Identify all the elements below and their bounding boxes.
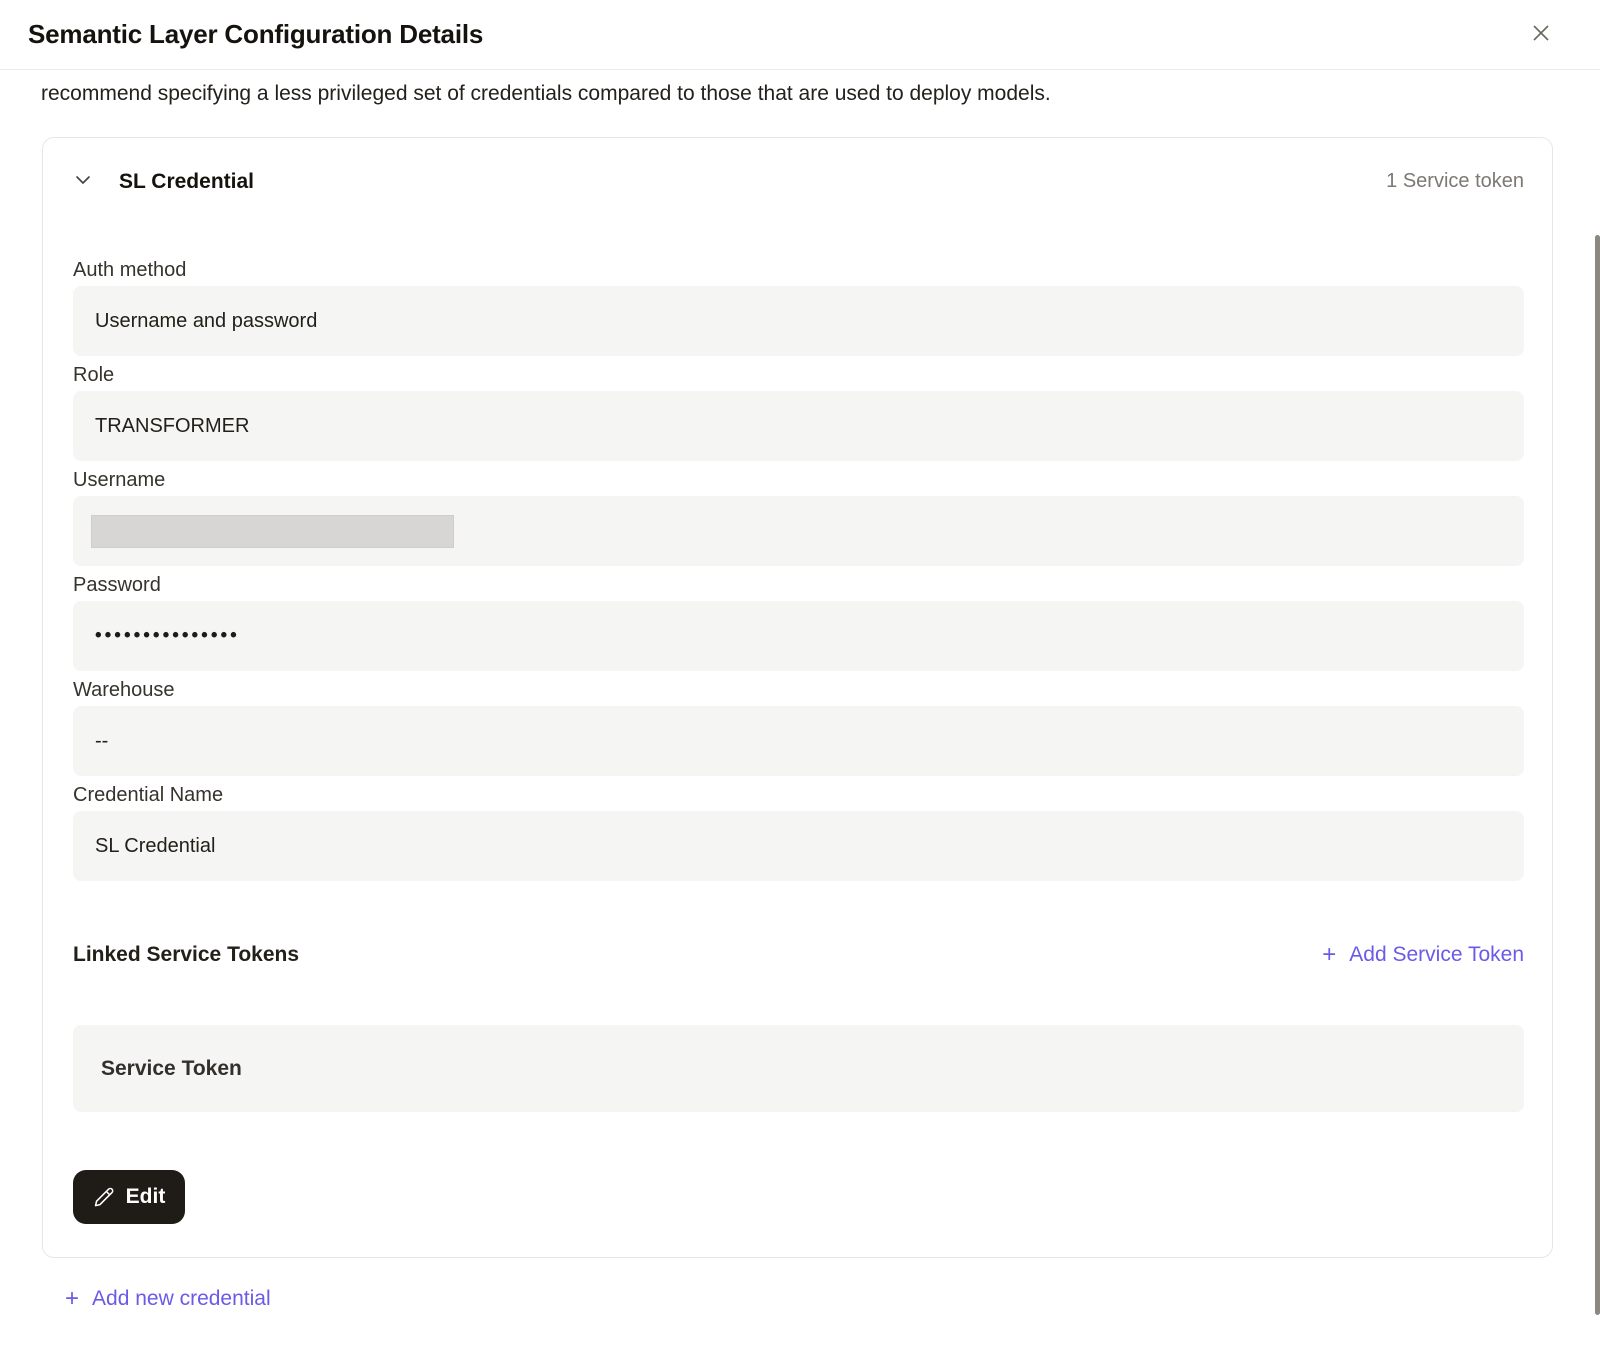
- username-value: [73, 496, 1524, 566]
- field-label: Role: [73, 364, 115, 386]
- role-value: TRANSFORMER: [73, 391, 1524, 461]
- credential-name-field: [73, 785, 1524, 881]
- collapse-toggle[interactable]: [73, 172, 93, 192]
- linked-tokens-header: [73, 943, 1524, 967]
- chevron-down-icon: [73, 170, 93, 193]
- close-icon: [1526, 18, 1556, 51]
- plus-icon: +: [1322, 941, 1337, 968]
- redacted-username-bar: [91, 515, 454, 548]
- dialog-header: [0, 0, 1600, 70]
- add-new-credential-label: Add new credential: [92, 1287, 271, 1310]
- username-field: [73, 470, 1524, 566]
- password-value: •••••••••••••••: [73, 601, 1524, 671]
- warehouse-field: [73, 680, 1524, 776]
- add-service-token-label: Add Service Token: [1349, 943, 1524, 966]
- dialog-title: Semantic Layer Configuration Details: [28, 19, 484, 49]
- add-new-credential-button[interactable]: [65, 1287, 271, 1311]
- auth-method-field: [73, 260, 1524, 356]
- credential-card: [42, 137, 1553, 1258]
- credential-name-value: SL Credential: [73, 811, 1524, 881]
- vertical-scrollbar-thumb[interactable]: [1595, 235, 1600, 1315]
- intro-text: recommend specifying a less privileged set of credentials compared to those that are used to deploy models.: [41, 82, 1051, 105]
- field-label: Username: [73, 469, 166, 491]
- service-token-count: 1 Service token: [1386, 170, 1524, 192]
- credential-card-header: [73, 165, 1524, 198]
- pencil-icon: [93, 1186, 115, 1208]
- field-label: Auth method: [73, 259, 187, 281]
- service-token-row: Service Token: [73, 1025, 1524, 1112]
- field-label: Warehouse: [73, 679, 175, 701]
- password-field: [73, 575, 1524, 671]
- auth-method-value: Username and password: [73, 286, 1524, 356]
- warehouse-value: --: [73, 706, 1524, 776]
- credential-section-title: SL Credential: [119, 169, 254, 193]
- close-button[interactable]: [1526, 20, 1556, 50]
- plus-icon: +: [65, 1285, 80, 1312]
- field-label: Password: [73, 574, 161, 596]
- add-service-token-button[interactable]: [1322, 943, 1524, 967]
- edit-button[interactable]: [73, 1170, 185, 1224]
- field-label: Credential Name: [73, 784, 224, 806]
- role-field: [73, 365, 1524, 461]
- edit-button-label: Edit: [125, 1185, 166, 1208]
- linked-tokens-heading: Linked Service Tokens: [73, 943, 300, 966]
